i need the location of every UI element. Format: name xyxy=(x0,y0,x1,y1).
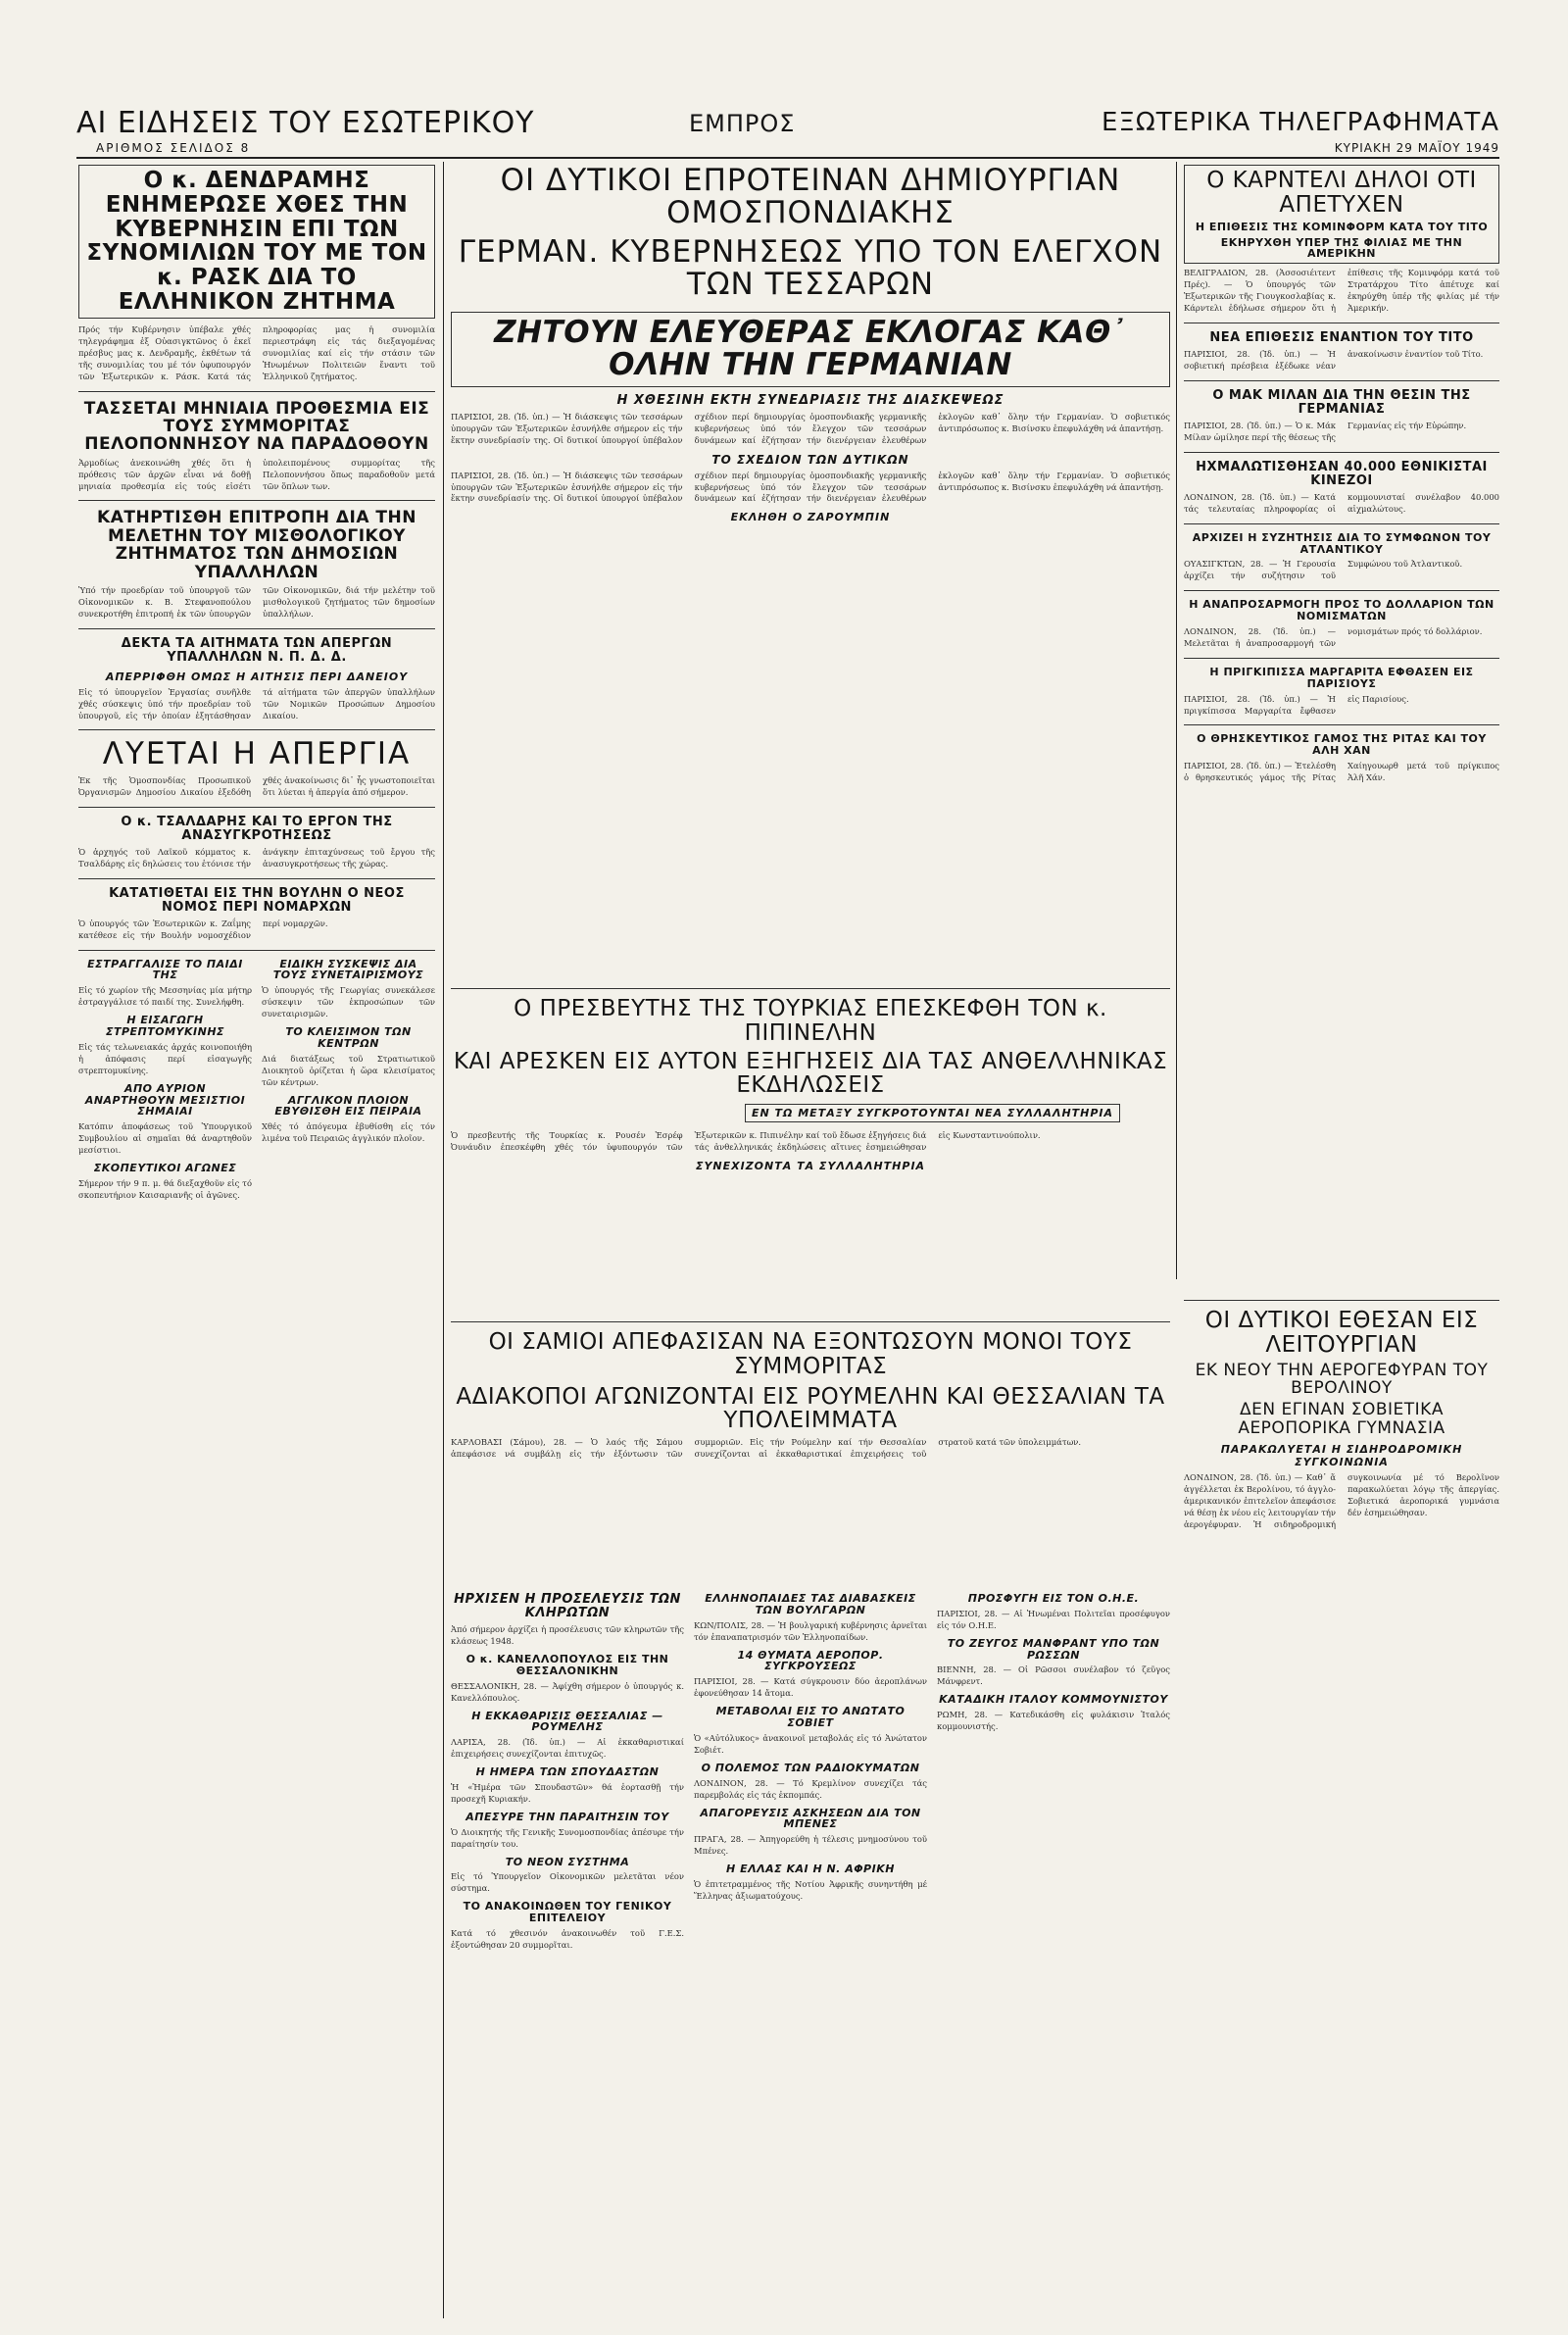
masthead-rule xyxy=(76,157,1499,159)
article-text-tito-attack: ΠΑΡΙΣΙΟΙ, 28. (Ἰδ. ὑπ.) — Ἡ σοβιετική πρέσβεια ἐξέδωκε νέαν ἀνακοίνωσιν ἐναντίον τοῦ Τίτο. xyxy=(1184,349,1484,371)
article-text-committee: Ὑπό τήν προεδρίαν τοῦ ὑπουργοῦ τῶν Οἰκονομικῶν κ. Β. Στεφανοπούλου συνεκροτήθη ἐπιτροπή ἐκ τῶν ὑπουργῶν τῶν Οἰκονομικῶν, διά τήν μελέτην τοῦ μισθολογικοῦ ζητήματος τῶν δημοσίων ὑπαλλήλων. xyxy=(78,584,435,619)
center-lead xyxy=(451,165,1170,969)
headline-rita-aly-khan: Ο ΘΡΗΣΚΕΥΤΙΚΟΣ ΓΑΜΟΣ ΤΗΣ ΡΙΤΑΣ ΚΑΙ ΤΟΥ ΑΛΗ ΧΑΝ xyxy=(1197,732,1487,758)
turkey-subhead: ΕΝ ΤΩ ΜΕΤΑΞΥ ΣΥΓΚΡΟΤΟΥΝΤΑΙ ΝΕΑ ΣΥΛΛΑΛΗΤΗΡΙΑ xyxy=(745,1104,1120,1122)
article-text-shooting: Σήμερον τήν 9 π. μ. θά διεξαχθοῦν εἰς τό σκοπευτήριον Καισαριανῆς οἱ ἀγῶνες. xyxy=(78,1177,252,1200)
headline-south-africa: Η ΕΛΛΑΣ ΚΑΙ Η Ν. ΑΦΡΙΚΗ xyxy=(726,1863,895,1876)
headline-manfred: ΤΟ ΖΕΥΓΟΣ ΜΑΝΦΡΑΝΤ ΥΠΟ ΤΩΝ ΡΩΣΣΩΝ xyxy=(947,1636,1160,1662)
lead-article-text: ΠΑΡΙΣΙΟΙ, 28. (Ἰδ. ὑπ.) — Ἡ διάσκεψις τῶν τεσσάρων ὑπουργῶν τῶν Ἐξωτερικῶν ἐσυνήλθε σήμερον εἰς τήν ἕκτην συνεδρίασίν της. Οἱ δυτικοί ὑπουργοί ὑπέβαλον σχέδιον περί δημιουργίας ὁμοσπονδιακῆς γερμανικῆς κυβερνήσεως ὑπό τόν ἔλεγχον τῶν τεσσάρων δυνάμεων καί ἐζήτησαν τήν διενέργειαν ἐλευθέρων ἐκλογῶν καθ᾿ ὅλην τήν Γερμανίαν. Ὁ σοβιετικός ἀντιπρόσωπος κ. Βισίνσκυ ἐπεφυλάχθη νά ἀπαντήσῃ. xyxy=(451,411,1170,445)
lead-headline-line2: ΓΕΡΜΑΝ. ΚΥΒΕΡΝΗΣΕΩΣ ΥΠΟ ΤΟΝ ΕΛΕΓΧΟΝ ΤΩΝ ΤΕΣΣΑΡΩΝ xyxy=(458,233,1163,303)
berlin-headline-line1: ΟΙ ΔΥΤΙΚΟΙ ΕΘΕΣΑΝ ΕΙΣ ΛΕΙΤΟΥΡΓΙΑΝ xyxy=(1204,1308,1479,1358)
headline-kanellopoulos: Ο κ. ΚΑΝΕΛΛΟΠΟΥΛΟΣ ΕΙΣ ΤΗΝ ΘΕΣΣΑΛΟΝΙΚΗΝ xyxy=(466,1652,669,1677)
article-text-conscripts: Ἀπό σήμερον ἀρχίζει ἡ προσέλευσις τῶν κληρωτῶν τῆς κλάσεως 1948. xyxy=(451,1624,684,1646)
berlin-article-text: ΛΟΝΔΙΝΟΝ, 28. (Ἰδ. ὑπ.) — Καθ᾿ ἅ ἀγγέλλεται ἐκ Βερολίνου, τό ἀγγλο-ἀμερικανικόν ἐπιτελεῖον ἀπεφάσισε νά θέσῃ ἐκ νέου εἰς λειτουργίαν τήν ἀερογέφυραν. Ἡ σιδηροδρομική συγκοινωνία μέ τό Βερολῖνον παρακωλύεται λόγῳ τῆς ἀπεργίας. Σοβιετικά ἀεροπορικά γυμνάσια δέν ἐσημειώθησαν. xyxy=(1184,1472,1499,1529)
article-text-ship-sank: Χθές τό ἀπόγευμα ἐβυθίσθη εἰς τόν λιμένα τοῦ Πειραιῶς ἀγγλικόν πλοῖον. xyxy=(262,1121,435,1144)
page-number-label: ΑΡΙΘΜΟΣ ΣΕΛΙΔΟΣ 8 xyxy=(96,141,251,155)
samos-headline-line2: ΑΔΙΑΚΟΠΟΙ ΑΓΩΝΙΖΟΝΤΑΙ ΕΙΣ ΡΟΥΜΕΛΗΝ ΚΑΙ ΘΕΣΣΑΛΙΑΝ ΤΑ ΥΠΟΛΕΙΜΜΑΤΑ xyxy=(456,1383,1165,1434)
article-text-chinese-captured: ΛΟΝΔΙΝΟΝ, 28. (Ἰδ. ὑπ.) — Κατά τάς τελευταίας πληροφορίας οἱ κομμουνισταί συνέλαβον 40.000 αἰχμαλώτους. xyxy=(1184,491,1499,514)
article-text-atlantic-pact: ΟΥΑΣΙΓΚΤΩΝ, 28. — Ἡ Γερουσία ἀρχίζει τήν συζήτησιν τοῦ Συμφώνου τοῦ Ἀτλαντικοῦ. xyxy=(1184,559,1463,581)
section-title-domestic: ΑΙ ΕΙΔΗΣΕΙΣ ΤΟΥ ΕΣΩΤΕΡΙΚΟΥ xyxy=(76,106,535,140)
headline-chinese-captured: ΗΧΜΑΛΩΤΙΣΘΗΣΑΝ 40.000 ΕΘΝΙΚΙΣΤΑΙ ΚΙΝΕΖΟΙ xyxy=(1196,459,1488,488)
berlin-headline-line3: ΔΕΝ ΕΓΙΝΑΝ ΣΟΒΙΕΤΙΚΑ ΑΕΡΟΠΟΡΙΚΑ ΓΥΜΝΑΣΙΑ xyxy=(1238,1400,1446,1438)
headline-prefects-law: ΚΑΤΑΤΙΘΕΤΑΙ ΕΙΣ ΤΗΝ ΒΟΥΛΗΝ Ο ΝΕΟΣ ΝΟΜΟΣ ΠΕΡΙ ΝΟΜΑΡΧΩΝ xyxy=(109,885,405,915)
lead-subhead-session: Η ΧΘΕΣΙΝΗ ΕΚΤΗ ΣΥΝΕΔΡΙΑΣΙΣ ΤΗΣ ΔΙΑΣΚΕΨΕΩΣ xyxy=(616,392,1004,408)
headline-kardelj: Ο ΚΑΡΝΤΕΛΙ ΔΗΛΟΙ ΟΤΙ ΑΠΕΤΥΧΕΝ xyxy=(1206,168,1477,218)
article-text-manfred: ΒΙΕΝΝΗ, 28. — Οἱ Ρῶσσοι συνέλαβον τό ζεῦγος Μάνφρεντ. xyxy=(937,1664,1170,1687)
headline-ship-sank: ΑΓΓΛΙΚΟΝ ΠΛΟΙΟΝ ΕΒΥΘΙΣΘΗ ΕΙΣ ΠΕΙΡΑΙΑ xyxy=(274,1093,422,1118)
article-text-general-staff: Κατά τό χθεσινόν ἀνακοινωθέν τοῦ Γ.Ε.Σ. ἐξοντώθησαν 20 συμμορῖται. xyxy=(451,1928,684,1950)
article-text-strikers: Εἰς τό ὑπουργεῖον Ἐργασίας συνῆλθε χθές σύσκεψις ὑπό τήν προεδρίαν τοῦ ὑπουργοῦ, εἰς τήν ὁποίαν ἐξητάσθησαν τά αἰτήματα τῶν ἀπεργῶν ὑπαλλήλων τῶν Νομικῶν Προσώπων Δημοσίου Δικαίου. xyxy=(78,686,435,720)
subhead-cominform: Η ΕΠΙΘΕΣΙΣ ΤΗΣ ΚΟΜΙΝΦΟΡΜ ΚΑΤΑ ΤΟΥ ΤΙΤΟ xyxy=(1195,220,1489,233)
article-text-prefects-law: Ὁ ὑπουργός τῶν Ἐσωτερικῶν κ. Ζαΐμης κατέθεσε εἰς τήν Βουλήν νομοσχέδιον περί νομαρχῶν. xyxy=(78,918,328,940)
article-text-resignation: Ὁ Διοικητής τῆς Γενικῆς Συνομοσπονδίας ἀπέσυρε τήν παραίτησίν του. xyxy=(451,1826,684,1849)
article-text-kanellopoulos: ΘΕΣΣΑΛΟΝΙΚΗ, 28. — Ἀφίχθη σήμερον ὁ ὑπουργός κ. Κανελλόπουλος. xyxy=(451,1680,684,1703)
article-text-radio-war: ΛΟΝΔΙΝΟΝ, 28. — Τό Κρεμλίνον συνεχίζει τάς παρεμβολάς εἰς τάς ἐκπομπάς. xyxy=(694,1777,927,1800)
article-text-deadline: Ἀρμοδίως ἀνεκοινώθη χθές ὅτι ἡ πρόθεσις τῶν ἀρχῶν εἶναι νά δοθῇ μηνιαία προθεσμία εἰς τούς εἰσέτι ὑπολειπομένους συμμορίτας τῆς Πελοποννήσου ὅπως παραδοθοῦν μετά τῶν ὅπλων των. xyxy=(78,457,435,491)
turkey-subhead-rallies: ΣΥΝΕΧΙΖΟΝΤΑ ΤΑ ΣΥΛΛΑΛΗΤΗΡΙΑ xyxy=(695,1160,926,1173)
headline-students-day: Η ΗΜΕΡΑ ΤΩΝ ΣΠΟΥΔΑΣΤΩΝ xyxy=(475,1765,660,1779)
left-column xyxy=(78,165,435,2321)
article-text-un-appeal: ΠΑΡΙΣΙΟΙ, 28. — Αἱ Ἡνωμέναι Πολιτεῖαι προσέφυγον εἰς τόν Ο.Η.Ε. xyxy=(937,1608,1170,1630)
headline-un-appeal: ΠΡΟΣΦΥΓΗ ΕΙΣ ΤΟΝ Ο.Η.Ε. xyxy=(967,1593,1140,1605)
berlin-section xyxy=(1184,1292,1499,2321)
lead-headline-line3: ΖΗΤΟΥΝ ΕΛΕΥΘΕΡΑΣ ΕΚΛΟΓΑΣ ΚΑΘ᾿ ΟΛΗΝ ΤΗΝ ΓΕΡΜΑΝΙΑΝ xyxy=(451,312,1170,387)
headline-new-system: ΤΟ ΝΕΟΝ ΣΥΣΤΗΜΑ xyxy=(505,1855,630,1868)
headline-committee: ΚΑΤΗΡΤΙΣΘΗ ΕΠΙΤΡΟΠΗ ΔΙΑ ΤΗΝ ΜΕΛΕΤΗΝ ΤΟΥ ΜΙΣΘΟΛΟΓΙΚΟΥ ΖΗΤΗΜΑΤΟΣ ΤΩΝ ΔΗΜΟΣΙΩΝ ΥΠΑΛΛΗΛΩΝ xyxy=(97,508,416,582)
headline-cleanup: Η ΕΚΚΑΘΑΡΙΣΙΣ ΘΕΣΣΑΛΙΑΣ — ΡΟΥΜΕΛΗΣ xyxy=(471,1709,663,1734)
turkey-headline-line2: ΚΑΙ ΑΡΕΣΚΕΝ ΕΙΣ ΑΥΤΟΝ ΕΞΗΓΗΣΕΙΣ ΔΙΑ ΤΑΣ ΑΝΘΕΛΛΗΝΙΚΑΣ ΕΚΔΗΛΩΣΕΙΣ xyxy=(453,1048,1168,1099)
article-text-currencies: ΛΟΝΔΙΝΟΝ, 28. (Ἰδ. ὑπ.) — Μελετᾶται ἡ ἀναπροσαρμογή τῶν νομισμάτων πρός τό δολλάριον. xyxy=(1184,626,1483,648)
article-text-princess-margaret: ΠΑΡΙΣΙΟΙ, 28. (Ἰδ. ὑπ.) — Ἡ πριγκίπισσα Μαργαρίτα ἔφθασεν εἰς Παρισίους. xyxy=(1184,693,1409,716)
headline-strikers-demands: ΔΕΚΤΑ ΤΑ ΑΙΤΗΜΑΤΑ ΤΩΝ ΑΠΕΡΓΩΝ ΥΠΑΛΛΗΛΩΝ Ν. Π. Δ. Δ. xyxy=(121,635,393,665)
article-text-cleanup: ΛΑΡΙΣΑ, 28. (Ἰδ. ὑπ.) — Αἱ ἐκκαθαριστικαί ἐπιχειρήσεις συνεχίζονται ἐπιτυχῶς. xyxy=(451,1737,684,1760)
subhead-loan-rejected: ΑΠΕΡΡΙΦΘΗ ΟΜΩΣ Η ΑΙΤΗΣΙΣ ΠΕΡΙ ΔΑΝΕΙΟΥ xyxy=(105,670,409,683)
headline-italian-communist: ΚΑΤΑΔΙΚΗ ΙΤΑΛΟΥ ΚΟΜΜΟΥΝΙΣΤΟΥ xyxy=(939,1693,1168,1707)
article-text-closing-hours: Διά διατάξεως τοῦ Στρατιωτικοῦ Διοικητοῦ ὁρίζεται ἡ ὥρα κλεισίματος τῶν κέντρων. xyxy=(262,1053,435,1087)
headline-strike-ends: ΛΥΕΤΑΙ Η ΑΠΕΡΓΙΑ xyxy=(102,736,412,772)
headline-princess-margaret: Η ΠΡΙΓΚΙΠΙΣΣΑ ΜΑΡΓΑΡΙΤΑ ΕΦΘΑΣΕΝ ΕΙΣ ΠΑΡΙΣΙΟΥΣ xyxy=(1209,665,1474,690)
headline-strangled: ΕΣΤΡΑΓΓΑΛΙΣΕ ΤΟ ΠΑΙΔΙ ΤΗΣ xyxy=(87,957,243,982)
column-rule-left xyxy=(443,162,444,2318)
article-text-benes: ΠΡΑΓΑ, 28. — Ἀπηγορεύθη ἡ τέλεσις μνημοσύνου τοῦ Μπένες. xyxy=(694,1834,927,1857)
headline-currencies: Η ΑΝΑΠΡΟΣΑΡΜΟΓΗ ΠΡΟΣ ΤΟ ΔΟΛΛΑΡΙΟΝ ΤΩΝ ΝΟΜΙΣΜΑΤΩΝ xyxy=(1189,598,1494,623)
headline-shooting: ΣΚΟΠΕΥΤΙΚΟΙ ΑΓΩΝΕΣ xyxy=(93,1162,237,1175)
headline-benes: ΑΠΑΓΟΡΕΥΣΙΣ ΑΣΚΗΣΕΩΝ ΔΙΑ ΤΟΝ ΜΠΕΝΕΣ xyxy=(700,1806,921,1831)
center-turkey xyxy=(451,980,1170,1304)
article-text-italian-communist: ΡΩΜΗ, 28. — Κατεδικάσθη εἰς φυλάκισιν Ἰταλός κομμουνιστής. xyxy=(937,1710,1170,1732)
headline-closing-hours: ΤΟ ΚΛΕΙΣΙΜΟΝ ΤΩΝ ΚΕΝΤΡΩΝ xyxy=(285,1025,412,1050)
headline-dendramis: Ο κ. ΔΕΝΔΡΑΜΗΣ ΕΝΗΜΕΡΩΣΕ ΧΘΕΣ ΤΗΝ ΚΥΒΕΡΝΗΣΙΝ ΕΠΙ ΤΩΝ ΣΥΝΟΜΙΛΙΩΝ ΤΟΥ ΜΕ ΤΟΝ κ. ΡΑΣΚ ΔΙΑ ΤΟ ΕΛΛΗΝΙΚΟΝ ΖΗΤΗΜΑ xyxy=(86,168,427,316)
right-column xyxy=(1184,165,1499,1282)
headline-flags: ΑΠΟ ΑΥΡΙΟΝ ΑΝΑΡΤΗΘΟΥΝ ΜΕΣΙΣΤΙΟΙ ΣΗΜΑΙΑΙ xyxy=(84,1081,246,1118)
headline-supreme-soviet: ΜΕΤΑΒΟΛΑΙ ΕΙΣ ΤΟ ΑΝΩΤΑΤΟ ΣΟΒΙΕΤ xyxy=(715,1705,906,1730)
headline-radio-war: Ο ΠΟΛΕΜΟΣ ΤΩΝ ΡΑΔΙΟΚΥΜΑΤΩΝ xyxy=(701,1761,920,1774)
newspaper-name: ΕΜΠΡΟΣ xyxy=(689,110,796,137)
headline-macmillan: Ο ΜΑΚ ΜΙΛΑΝ ΔΙΑ ΤΗΝ ΘΕΣΙΝ ΤΗΣ ΓΕΡΜΑΝΙΑΣ xyxy=(1212,387,1471,417)
berlin-headline-line2: ΕΚ ΝΕΟΥ ΤΗΝ ΑΕΡΟΓΕΦΥΡΑΝ ΤΟΥ ΒΕΡΟΛΙΝΟΥ xyxy=(1195,1360,1489,1399)
article-text-strangled: Εἰς τό χωρίον τῆς Μεσσηνίας μία μήτηρ ἐστραγγάλισε τό παιδί της. Συνελήφθη. xyxy=(78,985,252,1008)
berlin-subhead: ΠΑΡΑΚΩΛΥΕΤΑΙ Η ΣΙΔΗΡΟΔΡΟΜΙΚΗ ΣΥΓΚΟΙΝΩΝΙΑ xyxy=(1220,1443,1463,1469)
article-text-kardelj: ΒΕΛΙΓΡΑΔΙΟΝ, 28. (Ἀσσοσιέιτεντ Πρές). — Ὁ ὑπουργός τῶν Ἐξωτερικῶν τῆς Γιουγκοσλαβίας κ. Κάρντελι ἐδήλωσε σήμερον ὅτι ἡ ἐπίθεσις τῆς Κομινφόρμ κατά τοῦ Στρατάρχου Τίτο ἀπέτυχε καί ἐκηρύχθη ὑπέρ τῆς φιλίας μέ τήν Ἀμερικήν. xyxy=(1184,268,1499,314)
article-text-flags: Κατόπιν ἀποφάσεως τοῦ Ὑπουργικοῦ Συμβουλίου αἱ σημαῖαι θά ἀναρτηθοῦν μεσίστιοι. xyxy=(78,1121,252,1156)
lead-headline-line1: ΟΙ ΔΥΤΙΚΟΙ ΕΠΡΟΤΕΙΝΑΝ ΔΗΜΙΟΥΡΓΙΑΝ ΟΜΟΣΠΟΝΔΙΑΚΗΣ xyxy=(500,165,1121,231)
article-text-south-africa: Ὁ ἐπιτετραμμένος τῆς Νοτίου Ἀφρικῆς συνηντήθη μέ Ἕλληνας ἀξιωματούχους. xyxy=(694,1878,927,1901)
article-text-streptomycin: Εἰς τάς τελωνειακάς ἀρχάς κοινοποιήθη ἡ ἀπόφασις περί εἰσαγωγῆς στρεπτομυκίνης. xyxy=(78,1041,252,1075)
article-text-greek-children: ΚΩΝ/ΠΟΛΙΣ, 28. — Ἡ βουλγαρική κυβέρνησις ἀρνεῖται τόν ἐπαναπατρισμόν τῶν Ἑλληνοπαίδων. xyxy=(694,1619,927,1642)
headline-deadline: ΤΑΣΣΕΤΑΙ ΜΗΝΙΑΙΑ ΠΡΟΘΕΣΜΙΑ ΕΙΣ ΤΟΥΣ ΣΥΜΜΟΡΙΤΑΣ ΠΕΛΟΠΟΝΝΗΣΟΥ ΝΑ ΠΑΡΑΔΟΘΟΥΝ xyxy=(83,398,430,455)
issue-date: ΚΥΡΙΑΚΗ 29 ΜΑΪΟΥ 1949 xyxy=(1334,141,1499,155)
lead-subhead-zaroubin: ΕΚΛΗΘΗ Ο ΖΑΡΟΥΜΠΙΝ xyxy=(730,511,891,524)
headline-atlantic-pact: ΑΡΧΙΖΕΙ Η ΣΥΖΗΤΗΣΙΣ ΔΙΑ ΤΟ ΣΥΜΦΩΝΟΝ ΤΟΥ ΑΤΛΑΝΤΙΚΟΥ xyxy=(1192,530,1492,556)
headline-streptomycin: Η ΕΙΣΑΓΩΓΗ ΣΤΡΕΠΤΟΜΥΚΙΝΗΣ xyxy=(105,1014,225,1039)
turkey-headline-line1: Ο ΠΡΕΣΒΕΥΤΗΣ ΤΗΣ ΤΟΥΡΚΙΑΣ ΕΠΕΣΚΕΦΘΗ ΤΟΝ κ. ΠΙΠΙΝΕΛΗΝ xyxy=(514,996,1107,1046)
article-text-rita-aly-khan: ΠΑΡΙΣΙΟΙ, 28. (Ἰδ. ὑπ.) — Ἐτελέσθη ὁ θρησκευτικός γάμος τῆς Ρίτας Χαίηγουωρθ μετά τοῦ πρίγκιπος Ἀλῆ Χάν. xyxy=(1184,761,1499,783)
turkey-article-text: Ὁ πρεσβευτής τῆς Τουρκίας κ. Ρουσέν Ἐσρέφ Ὀυνάυδιν ἐπεσκέφθη χθές τόν ὑφυπουργόν τῶν Ἐξωτερικῶν κ. Πιπινέλην καί τοῦ ἔδωσε ἐξηγήσεις διά τάς ἀνθελληνικάς ἐκδηλώσεις αἵτινες ἐσημειώθησαν εἰς Κωνσταντινούπολιν. xyxy=(451,1130,1041,1153)
samos-article-text: ΚΑΡΛΟΒΑΣΙ (Σάμου), 28. — Ὁ λαός τῆς Σάμου ἀπεφάσισε νά συμβάλῃ εἰς τήν ἐξόντωσιν τῶν συμμοριῶν. Εἰς τήν Ρούμελην καί τήν Θεσσαλίαν συνεχίζονται αἱ ἐκκαθαριστικαί ἐπιχειρήσεις τοῦ στρατοῦ κατά τῶν ὑπολειμμάτων. xyxy=(451,1437,1082,1460)
article-text-supreme-soviet: Ὁ «Αὐτόλυκος» ἀνακοινοῖ μεταβολάς εἰς τό Ἀνώτατον Σοβιέτ. xyxy=(694,1732,927,1755)
lead-subhead-plan: ΤΟ ΣΧΕΔΙΟΝ ΤΩΝ ΔΥΤΙΚΩΝ xyxy=(711,452,909,467)
article-text-macmillan: ΠΑΡΙΣΙΟΙ, 28. (Ἰδ. ὑπ.) — Ὁ κ. Μάκ Μίλαν ὡμίλησε περί τῆς θέσεως τῆς Γερμανίας εἰς τήν Εὐρώπην. xyxy=(1184,420,1467,442)
headline-tito-attack: ΝΕΑ ΕΠΙΘΕΣΙΣ ΕΝΑΝΤΙΟΝ ΤΟΥ ΤΙΤΟ xyxy=(1209,329,1474,345)
article-text-tsaldaris: Ὁ ἀρχηγός τοῦ Λαϊκοῦ κόμματος κ. Τσαλδάρης εἰς δηλώσεις του ἐτόνισε τήν ἀνάγκην ἐπιταχύνσεως τοῦ ἔργου τῆς ἀνασυγκροτήσεως τῆς χώρας. xyxy=(78,846,435,869)
article-text-strike-ends: Ἐκ τῆς Ὁμοσπονδίας Προσωπικοῦ Ὀργανισμῶν Δημοσίου Δικαίου ἐξεδόθη χθές ἀνακοίνωσις δι᾿ ἧς γνωστοποιεῖται ὅτι λύεται ἡ ἀπεργία ἀπό σήμερον. xyxy=(78,774,435,797)
article-text-air-collision: ΠΑΡΙΣΙΟΙ, 28. — Κατά σύγκρουσιν δύο ἀεροπλάνων ἐφονεύθησαν 14 ἄτομα. xyxy=(694,1676,927,1699)
headline-conscripts: ΗΡΧΙΣΕΝ Η ΠΡΟΣΕΛΕΥΣΙΣ ΤΩΝ ΚΛΗΡΩΤΩΝ xyxy=(454,1593,681,1621)
column-rule-right xyxy=(1176,162,1177,1279)
headline-tsaldaris: Ο κ. ΤΣΑΛΔΑΡΗΣ ΚΑΙ ΤΟ ΕΡΓΟΝ ΤΗΣ ΑΝΑΣΥΓΚΡΟΤΗΣΕΩΣ xyxy=(121,814,393,843)
article-text-new-system: Εἰς τό Ὑπουργεῖον Οἰκονομικῶν μελετᾶται νέον σύστημα. xyxy=(451,1871,684,1894)
lead-article-text-2: ΠΑΡΙΣΙΟΙ, 28. (Ἰδ. ὑπ.) — Ἡ διάσκεψις τῶν τεσσάρων ὑπουργῶν τῶν Ἐξωτερικῶν ἐσυνήλθε σήμερον εἰς τήν ἕκτην συνεδρίασίν της. Οἱ δυτικοί ὑπουργοί ὑπέβαλον σχέδιον περί δημιουργίας ὁμοσπονδιακῆς γερμανικῆς κυβερνήσεως ὑπό τόν ἔλεγχον τῶν τεσσάρων δυνάμεων καί ἐζήτησαν τήν διενέργειαν ἐλευθέρων ἐκλογῶν καθ᾿ ὅλην τήν Γερμανίαν. Ὁ σοβιετικός ἀντιπρόσωπος κ. Βισίνσκυ ἐπεφυλάχθη νά ἀπαντήσῃ. xyxy=(451,470,1170,504)
headline-general-staff: ΤΟ ΑΝΑΚΟΙΝΩΘΕΝ ΤΟΥ ΓΕΝΙΚΟΥ ΕΠΙΤΕΛΕΙΟΥ xyxy=(463,1900,672,1925)
article-text-dendramis: Πρός τήν Κυβέρνησιν ὑπέβαλε χθές τηλεγράφημα ἐξ Οὐασιγκτῶνος ὁ ἐκεῖ πρέσβυς μας κ. Δενδραμῆς, ἐκθέτων τά τῆς συνομιλίας του μέ τόν ὑφυπουργόν τῶν Ἐξωτερικῶν κ. Ράσκ. Κατά τάς πληροφορίας μας ἡ συνομιλία περιεστράφη εἰς τάς διεξαγομένας συνομιλίας καί εἰς τήν στάσιν τῶν Ἡνωμένων Πολιτειῶν ἔναντι τοῦ Ἑλληνικοῦ ζητήματος. xyxy=(78,323,435,381)
center-short-items xyxy=(451,1593,1170,2318)
center-samos xyxy=(451,1314,1170,1578)
masthead xyxy=(76,106,1499,155)
headline-cooperatives: ΕΙΔΙΚΗ ΣΥΣΚΕΨΙΣ ΔΙΑ ΤΟΥΣ ΣΥΝΕΤΑΙΡΙΣΜΟΥΣ xyxy=(272,957,424,982)
section-title-foreign: ΕΞΩΤΕΡΙΚΑ ΤΗΛΕΓΡΑΦΗΜΑΤΑ xyxy=(1102,108,1499,137)
headline-resignation: ΑΠΕΣΥΡΕ ΤΗΝ ΠΑΡΑΙΤΗΣΙΝ ΤΟΥ xyxy=(466,1810,669,1823)
article-text-students-day: Ἡ «Ἡμέρα τῶν Σπουδαστῶν» θά ἑορτασθῇ τήν προσεχῆ Κυριακήν. xyxy=(451,1781,684,1804)
headline-air-collision: 14 ΘΥΜΑΤΑ ΑΕΡΟΠΟΡ. ΣΥΓΚΡΟΥΣΕΩΣ xyxy=(737,1648,884,1673)
subhead-america: ΕΚΗΡΥΧΘΗ ΥΠΕΡ ΤΗΣ ΦΙΛΙΑΣ ΜΕ ΤΗΝ ΑΜΕΡΙΚΗΝ xyxy=(1220,235,1463,261)
samos-headline-line1: ΟΙ ΣΑΜΙΟΙ ΑΠΕΦΑΣΙΣΑΝ ΝΑ ΕΞΟΝΤΩΣΟΥΝ ΜΟΝΟΙ ΤΟΥΣ ΣΥΜΜΟΡΙΤΑΣ xyxy=(488,1329,1133,1379)
article-text-cooperatives: Ὁ ὑπουργός τῆς Γεωργίας συνεκάλεσε σύσκεψιν τῶν ἐκπροσώπων τῶν συνεταιρισμῶν. xyxy=(262,985,435,1019)
headline-greek-children: ΕΛΛΗΝΟΠΑΙΔΕΣ ΤΑΣ ΔΙΑΒΑΣΚΕΙΣ ΤΩΝ ΒΟΥΛΓΑΡΩΝ xyxy=(705,1593,916,1616)
